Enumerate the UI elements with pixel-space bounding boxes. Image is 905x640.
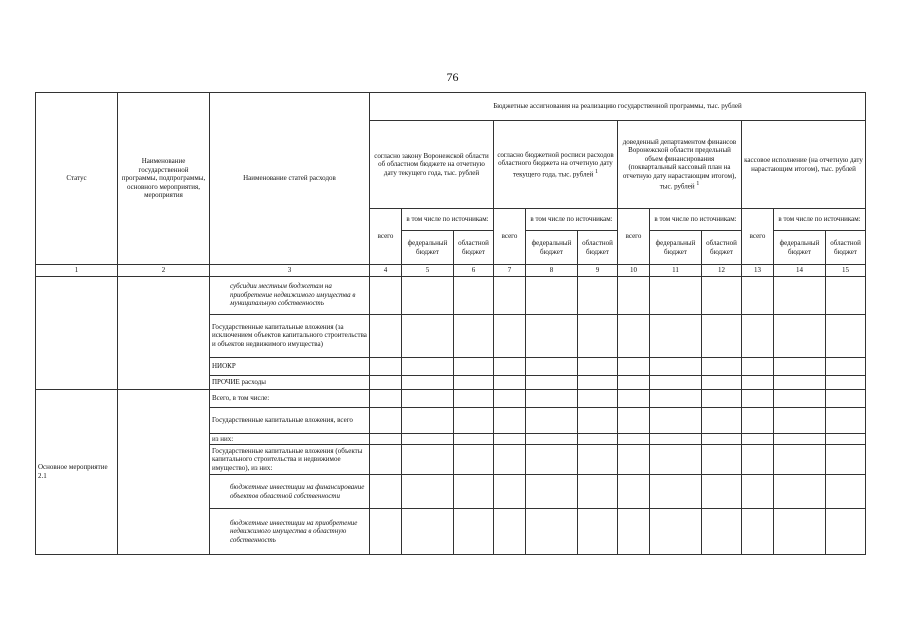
value-cell (650, 375, 702, 389)
value-cell (618, 407, 650, 433)
table-row (36, 389, 866, 407)
value-cell (618, 314, 650, 357)
value-cell (702, 357, 742, 375)
value-cell (826, 475, 866, 509)
value-cell (370, 276, 402, 314)
expense-item: бюджетные инвестиции на финансирование объектов областной собственности (210, 475, 370, 509)
header-group-limit-note: 1 (696, 181, 700, 188)
value-cell (618, 509, 650, 555)
value-cell (618, 433, 650, 445)
column-number: 14 (774, 265, 826, 277)
expense-item: бюджетные инвестиции на приобретение недвижимого имущества в областную собственность (210, 509, 370, 555)
header-regional: областной бюджет (578, 231, 618, 265)
value-cell (702, 433, 742, 445)
value-cell (774, 357, 826, 375)
value-cell (578, 375, 618, 389)
value-cell (826, 375, 866, 389)
value-cell (454, 445, 494, 475)
value-cell (742, 314, 774, 357)
value-cell (742, 475, 774, 509)
column-number: 12 (702, 265, 742, 277)
value-cell (826, 445, 866, 475)
value-cell (618, 475, 650, 509)
value-cell (774, 475, 826, 509)
expense-item: субсидии местным бюджетам на приобретение недвижимого имущества в муниципальную собственность (210, 276, 370, 314)
value-cell (650, 509, 702, 555)
expense-item: НИОКР (210, 357, 370, 375)
value-cell (650, 445, 702, 475)
value-cell (578, 475, 618, 509)
value-cell (826, 433, 866, 445)
column-number: 13 (742, 265, 774, 277)
value-cell (402, 276, 454, 314)
column-number: 2 (118, 265, 210, 277)
value-cell (494, 509, 526, 555)
value-cell (650, 314, 702, 357)
value-cell (526, 276, 578, 314)
value-cell (578, 357, 618, 375)
value-cell (370, 375, 402, 389)
header-federal: федеральный бюджет (402, 231, 454, 265)
header-incl-sources: в том числе по источникам: (774, 209, 866, 231)
value-cell (370, 433, 402, 445)
column-number: 1 (36, 265, 118, 277)
value-cell (526, 357, 578, 375)
value-cell (826, 407, 866, 433)
value-cell (578, 407, 618, 433)
program-name-cell (118, 389, 210, 555)
header-group-list (494, 121, 618, 209)
value-cell (774, 407, 826, 433)
value-cell (454, 375, 494, 389)
column-number: 5 (402, 265, 454, 277)
column-number: 9 (578, 265, 618, 277)
value-cell (702, 407, 742, 433)
header-group-list-text: согласно бюджетной росписи расходов областного бюджета на отчетную дату текущего года, тыс. рублей (497, 150, 614, 178)
value-cell (494, 276, 526, 314)
value-cell (702, 475, 742, 509)
value-cell (370, 314, 402, 357)
header-total: всего (494, 209, 526, 265)
column-number: 3 (210, 265, 370, 277)
value-cell (526, 314, 578, 357)
value-cell (402, 509, 454, 555)
table-row (36, 276, 866, 314)
value-cell (578, 389, 618, 407)
value-cell (742, 375, 774, 389)
value-cell (526, 389, 578, 407)
value-cell (742, 389, 774, 407)
header-group-execution: кассовое исполнение (на отчетную дату нарастающим итогом), тыс. рублей (742, 121, 866, 209)
value-cell (454, 276, 494, 314)
column-number: 8 (526, 265, 578, 277)
value-cell (454, 389, 494, 407)
value-cell (826, 314, 866, 357)
value-cell (402, 314, 454, 357)
value-cell (370, 509, 402, 555)
header-incl-sources: в том числе по источникам: (526, 209, 618, 231)
value-cell (578, 433, 618, 445)
value-cell (650, 407, 702, 433)
value-cell (454, 433, 494, 445)
value-cell (650, 357, 702, 375)
value-cell (370, 475, 402, 509)
budget-table (35, 92, 866, 555)
expense-item: из них: (210, 433, 370, 445)
value-cell (742, 276, 774, 314)
header-group-list-note: 1 (595, 168, 599, 175)
value-cell (494, 407, 526, 433)
column-number-row (36, 265, 866, 277)
header-budget-allocations: Бюджетные ассигнования на реализацию государственной программы, тыс. рублей (370, 93, 866, 121)
value-cell (578, 276, 618, 314)
expense-item: Государственные капитальные вложения (объекты капитального строительства и недвижимое имущество), из них: (210, 445, 370, 475)
value-cell (618, 276, 650, 314)
value-cell (494, 314, 526, 357)
value-cell (402, 407, 454, 433)
header-total: всего (742, 209, 774, 265)
value-cell (578, 509, 618, 555)
value-cell (578, 445, 618, 475)
value-cell (454, 357, 494, 375)
header-regional: областной бюджет (702, 231, 742, 265)
value-cell (826, 276, 866, 314)
column-number: 10 (618, 265, 650, 277)
value-cell (618, 389, 650, 407)
expense-item: Государственные капитальные вложения (за исключением объектов капитального строительства и объектов недвижимого имущества) (210, 314, 370, 357)
value-cell (826, 389, 866, 407)
value-cell (702, 389, 742, 407)
value-cell (650, 276, 702, 314)
value-cell (774, 375, 826, 389)
column-number: 7 (494, 265, 526, 277)
expense-item: Всего, в том числе: (210, 389, 370, 407)
column-number: 15 (826, 265, 866, 277)
column-number: 11 (650, 265, 702, 277)
page-number: 76 (446, 70, 459, 84)
header-group-limit-text: доведенный департаментом финансов Воронежской области предельный объем финансирования (поквартальный кассовый план на отчетную дату нарастающим итогом), тыс. рублей (622, 137, 737, 191)
expense-item: ПРОЧИЕ расходы (210, 375, 370, 389)
value-cell (370, 357, 402, 375)
value-cell (494, 389, 526, 407)
header-incl-sources: в том числе по источникам: (402, 209, 494, 231)
value-cell (826, 509, 866, 555)
value-cell (454, 407, 494, 433)
header-federal: федеральный бюджет (650, 231, 702, 265)
header-federal: федеральный бюджет (526, 231, 578, 265)
value-cell (826, 357, 866, 375)
value-cell (402, 357, 454, 375)
value-cell (494, 357, 526, 375)
value-cell (774, 433, 826, 445)
value-cell (454, 314, 494, 357)
value-cell (742, 357, 774, 375)
value-cell (742, 509, 774, 555)
value-cell (742, 407, 774, 433)
value-cell (650, 475, 702, 509)
header-regional: областной бюджет (826, 231, 866, 265)
value-cell (494, 475, 526, 509)
expense-item: Государственные капитальные вложения, всего (210, 407, 370, 433)
value-cell (526, 509, 578, 555)
header-group-law: согласно закону Воронежской области об областном бюджете на отчетную дату текущего года, тыс. рублей (370, 121, 494, 209)
value-cell (702, 276, 742, 314)
value-cell (702, 445, 742, 475)
status-cell (36, 276, 118, 389)
value-cell (774, 509, 826, 555)
value-cell (742, 433, 774, 445)
value-cell (402, 475, 454, 509)
header-federal: федеральный бюджет (774, 231, 826, 265)
value-cell (402, 445, 454, 475)
value-cell (774, 314, 826, 357)
column-number: 6 (454, 265, 494, 277)
value-cell (774, 389, 826, 407)
value-cell (526, 407, 578, 433)
header-regional: областной бюджет (454, 231, 494, 265)
value-cell (618, 357, 650, 375)
header-incl-sources: в том числе по источникам: (650, 209, 742, 231)
header-total: всего (370, 209, 402, 265)
value-cell (526, 375, 578, 389)
value-cell (454, 475, 494, 509)
value-cell (702, 375, 742, 389)
value-cell (494, 433, 526, 445)
value-cell (402, 375, 454, 389)
value-cell (618, 445, 650, 475)
value-cell (370, 407, 402, 433)
value-cell (402, 433, 454, 445)
value-cell (370, 389, 402, 407)
value-cell (774, 445, 826, 475)
value-cell (370, 445, 402, 475)
value-cell (454, 509, 494, 555)
header-program-name: Наименование государственной программы, подпрограммы, основного мероприятия, мероприятия (118, 93, 210, 265)
value-cell (702, 509, 742, 555)
header-expense-items: Наименование статей расходов (210, 93, 370, 265)
value-cell (742, 445, 774, 475)
status-cell: Основное мероприятие 2.1 (36, 389, 118, 555)
value-cell (526, 445, 578, 475)
column-number: 4 (370, 265, 402, 277)
value-cell (402, 389, 454, 407)
header-group-limit (618, 121, 742, 209)
value-cell (526, 433, 578, 445)
value-cell (494, 445, 526, 475)
header-total: всего (618, 209, 650, 265)
value-cell (526, 475, 578, 509)
header-status: Статус (36, 93, 118, 265)
value-cell (650, 433, 702, 445)
value-cell (650, 389, 702, 407)
value-cell (578, 314, 618, 357)
program-name-cell (118, 276, 210, 389)
value-cell (702, 314, 742, 357)
value-cell (774, 276, 826, 314)
value-cell (618, 375, 650, 389)
value-cell (494, 375, 526, 389)
